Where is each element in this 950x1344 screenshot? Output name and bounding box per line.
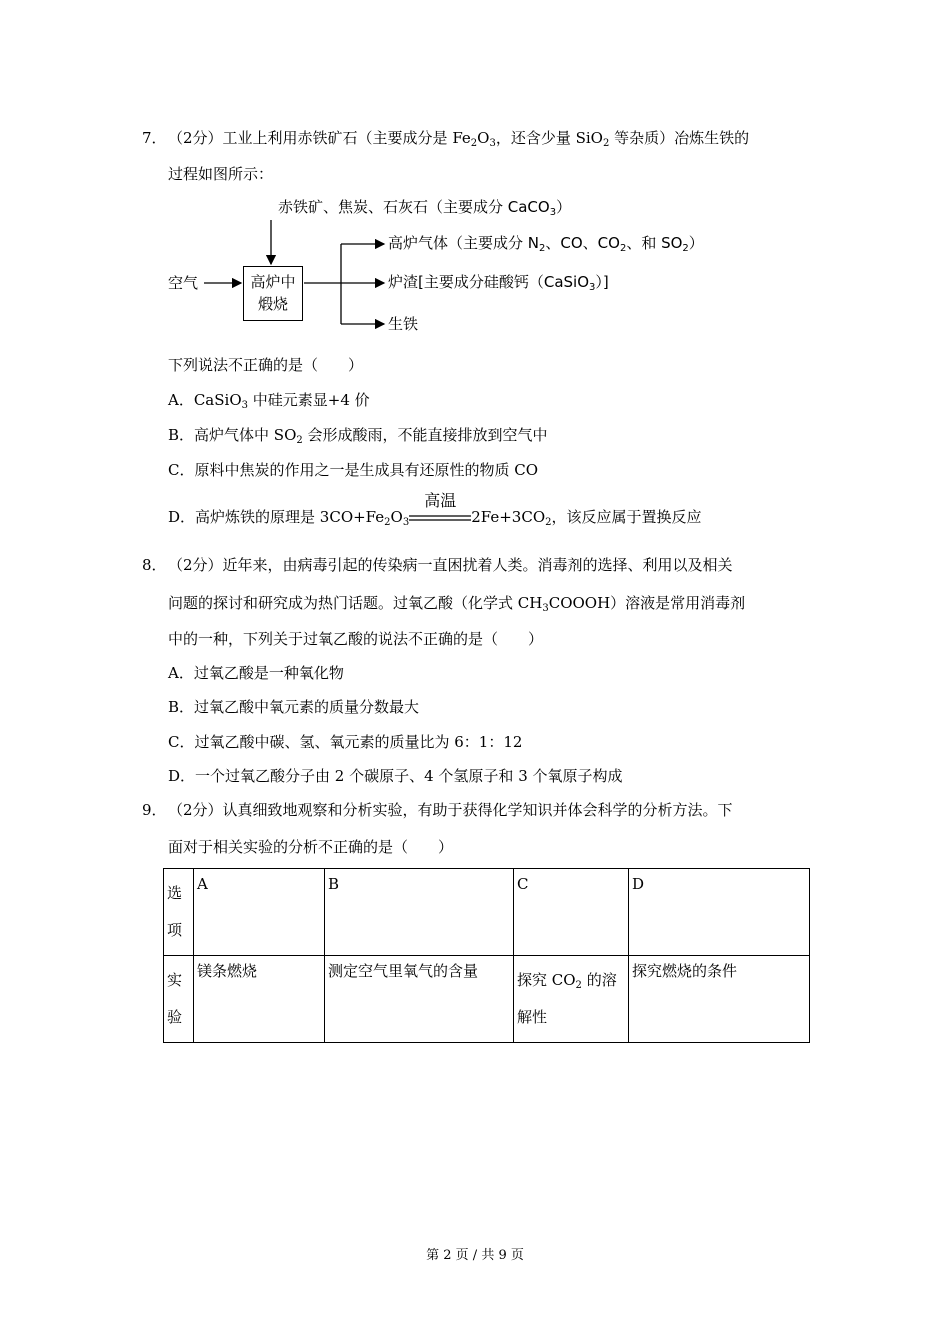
q8-option-d: D．一个过氧乙酸分子由 2 个碳原子、4 个氢原子和 3 个氧原子构成 [168,767,623,785]
q8-option-a: A．过氧乙酸是一种氧化物 [168,664,344,682]
q9-options-table [163,868,810,1043]
diagram-output-iron: 生铁 [388,315,419,333]
q7-line2: 过程如图所示： [168,165,274,183]
diagram-arrows [0,0,950,400]
q7-option-d: D．高炉炼铁的原理是 $3CO+Fe_2O_3$ 高温 $2Fe+3CO_2$，该反应属于置换反应 [168,491,702,528]
q9-line1: （2分）认真细致地观察和分析实验，有助于获得化学知识并体会科学的分析方法。下 [168,801,733,819]
cell-header-d: D [629,869,810,956]
cell-exp-b: 测定空气里氧气的含量 [325,956,514,1043]
table-row [164,956,810,1043]
page-footer: 第 2 页 / 共 9 页 [426,1248,524,1263]
reaction-condition: 高温 [424,491,457,510]
cell-header-c: C [514,869,629,956]
box-line1: 高炉中 [250,273,296,291]
diagram-left-input: 空气 [168,274,199,292]
q9-number: 9． [142,801,167,819]
q8-line3: 中的一种，下列关于过氧乙酸的说法不正确的是（ ） [168,630,544,648]
cell-header-b: B [325,869,514,956]
cell-exp-c: 探究 $CO_2$ 的溶解性 [514,956,629,1043]
cell-row-label: 实验 [164,956,194,1043]
q8-line2: 问题的探讨和研究成为热门话题。过氧乙酸（化学式 $CH_3COOOH$）溶液是常用消毒剂 [168,594,746,614]
cell-exp-a: 镁条燃烧 [194,956,325,1043]
q8-line1: （2分）近年来，由病毒引起的传染病一直困扰着人类。消毒剂的选择、利用以及相关 [168,556,733,574]
q7-line1: （2分）工业上利用赤铁矿石（主要成分是 $Fe_2O_3$，还含少量 SiO$_2$ 等杂质）冶炼生铁的 [168,129,750,149]
q8-option-b: B．过氧乙酸中氧元素的质量分数最大 [168,698,420,716]
diagram-output-gas: 高炉气体（主要成分 $N_2$、CO、$CO_2$、和 $SO_2$） [388,234,704,254]
cell-header-label: 选项 [164,869,194,956]
q8-number: 8． [142,556,167,574]
box-line2: 煅烧 [257,295,288,313]
q7-option-c: C．原料中焦炭的作用之一是生成具有还原性的物质 CO [168,461,539,479]
q7-stem: 下列说法不正确的是（ ） [168,356,364,374]
diagram-top-input: 赤铁矿、焦炭、石灰石（主要成分 CaCO$_3$） [278,198,572,218]
diagram-output-slag: 炉渣[主要成分硅酸钙（CaSiO$_3$）] [388,273,609,293]
q9-line2: 面对于相关实验的分析不正确的是（ ） [168,838,454,856]
q7-option-b: B．高炉气体中 $SO_2$ 会形成酸雨，不能直接排放到空气中 [168,426,548,446]
table-row [164,869,810,956]
cell-exp-d: 探究燃烧的条件 [629,956,810,1043]
q7-number: 7． [142,129,167,147]
q7-option-a: A．CaSiO$_3$ 中硅元素显+4 价 [168,391,370,411]
q8-option-c: C．过氧乙酸中碳、氢、氧元素的质量比为 6：1：12 [168,733,523,751]
diagram-furnace-box [243,266,303,321]
cell-header-a: A [194,869,325,956]
